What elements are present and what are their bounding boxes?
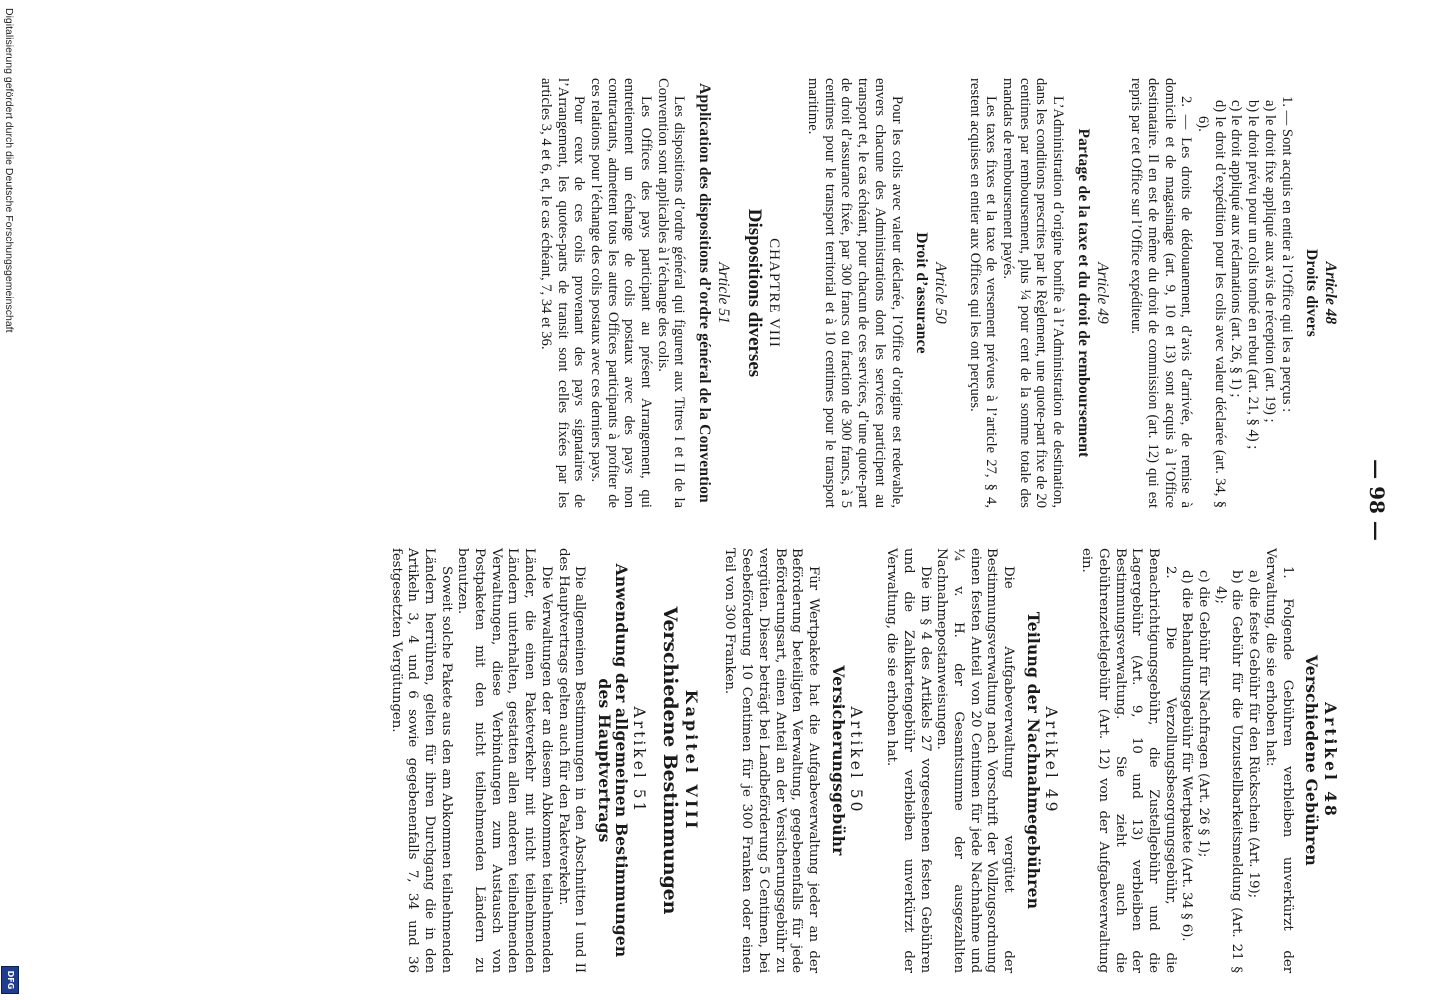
article-51-para2-de: Die Verwaltungen der an diesem Abkommen teilnehmenden Länder, die einen Paketverkehr mit nicht teilnehmenden Ländern unterhalten, gestatten allen anderen teilnehmenden Verwaltungen, diese Verbindungen zum Austausch von Postpaketen mit den nicht teilnehmenden Ländern zu benutzen. bbox=[455, 548, 554, 973]
page-number: — 98 — bbox=[1365, 459, 1389, 541]
article-48-item-d-fr: d) le droit d’expédition pour les colis avec valeur déclarée (art. 34, § 6). bbox=[1195, 100, 1228, 508]
article-48-title-fr: Article 48 bbox=[1322, 261, 1339, 325]
digitization-credit: Digitalisierung gefördert durch die Deutsche Forschungsgemeinschaft bbox=[3, 8, 15, 333]
article-49-heading-fr: Partage de la taxe et du droit de remboursement bbox=[1074, 128, 1092, 458]
digitization-footer bbox=[0, 0, 18, 1000]
article-48-item-b-fr: b) le droit prévu pour un colis tombé en rebut (art. 21, § 4) ; bbox=[1245, 100, 1262, 450]
article-51-para1-fr: Les dispositions d’ordre général qui figurent aux Titres I et II de la Convention sont applicables à l’échange des colis. bbox=[654, 78, 688, 508]
chapter-title-de: Kapitel VIII bbox=[681, 689, 701, 832]
article-51-title-fr: Article 51 bbox=[714, 262, 732, 324]
chapter-subtitle-de: Verschiedene Bestimmungen bbox=[659, 606, 682, 915]
chapter-title-fr: CHAPTRE VIII bbox=[766, 238, 783, 348]
chapter-subtitle-fr: Dispositions diverses bbox=[743, 208, 765, 378]
article-48-para2-de: 2. Die Verzollungsbesorgungsgebühr, die Benachrichtigungsgebühr, die Zustellgebühr und die Lagergebühr (Art. 9, 10 und 13) verbleiben der Bestimmungsverwaltung. Sie zieht auch die Gebührenzettelgebühr (Art. 12) von der Aufgabeverwaltung ein. bbox=[1079, 548, 1178, 973]
article-50-heading-de: Versicherungsgebühr bbox=[828, 665, 848, 856]
article-50-heading-fr: Droit d’assurance bbox=[913, 232, 931, 354]
dfg-logo-icon bbox=[1, 966, 19, 994]
article-49-para1-de: Die Aufgabeverwaltung vergütet der Bestimmungsverwaltung nach Vorschrift der Vollzugsordnung einen festen Anteil von 20 Centimen für jede Nachnahme und ¼ v. H. der Gesamtsumme der ausgezahlten Nachnahmepostanweisungen. bbox=[934, 548, 1017, 973]
article-51-title-de: Artikel 51 bbox=[630, 706, 649, 815]
article-48-title-de: Artikel 48 bbox=[1321, 702, 1340, 819]
article-50-para1-de: Für Wertpakete hat die Aufgabeverwaltung jeder an der Beförderung beteiligten Verwaltung, gegebenenfalls für jede Beförderungsart, einen Anteil an der Versicherungsgebühr zu vergüten. Dieser beträgt bei Landbeförderung 5 Centimen, bei Seebeförderung 10 Centimen für je 300 Franken oder einen Teil von 300 Franken. bbox=[722, 548, 822, 973]
article-51-para3-fr: Pour ceux de ces colis provenant des pays signataires de l’Arrangement, les quotes-parts de transit sont celles fixées par les articles 3, 4 et 6, et, le cas échéant, 7, 34 et 36. bbox=[537, 78, 588, 508]
article-48-item-b-de: b) die Gebühr für die Unzustellbarkeitsmeldung (Art. 21 § 4); bbox=[1212, 570, 1245, 973]
article-49-title-fr: Article 49 bbox=[1093, 262, 1111, 324]
article-48-para1-fr: 1. — Sont acquis en entier à l’Office qui les a perçus : bbox=[1278, 96, 1295, 413]
article-48-heading-fr: Droits divers bbox=[1303, 249, 1321, 337]
article-49-para2-de: Die im § 4 des Artikels 27 vorgesehenen festen Gebühren und die Zahlkartengebühr verbleiben unverkürzt der Verwaltung, die sie erhoben hat. bbox=[884, 548, 933, 973]
article-51-para3-de: Soweit solche Pakete aus den am Abkommen teilnehmenden Ländern herrühren, gelten für ihren Durchgang die in den Artikeln 3, 4 und 6 sowie gegebenenfalls 7, 34 und 36 festgesetzten Vergütungen. bbox=[388, 548, 454, 973]
article-49-heading-de: Teilung der Nachnahmegebühren bbox=[1023, 611, 1043, 910]
article-48-item-a-de: a) die feste Gebühr für den Rückschein (Art. 19); bbox=[1246, 570, 1262, 898]
article-48-heading-de: Verschiedene Gebühren bbox=[1302, 654, 1322, 866]
german-column bbox=[387, 548, 1344, 973]
article-49-para1-fr: L’Administration d’origine bonifie à l’Administration de destination, dans les conditions prescrites par le Règlement, une quote-part fixe de 20 centimes par remboursement, plus ¼ pour cent de la somme totale des mandats de remboursement payés. bbox=[1000, 78, 1067, 508]
article-51-heading-de: Anwendung der allgemeinen Bestimmungen des Hauptvertrags bbox=[594, 563, 631, 958]
dfg-logo-text: DFG bbox=[6, 970, 15, 990]
article-50-para1-fr: Pour les colis avec valeur déclarée, l’Office d’origine est redevable, envers chacune des Administrations dont les services participent au transport et, le cas échéant, pour chacun de ces services, d’une quote-part de droit d’assurance fixée, par 300 francs ou fraction de 300 francs, à 5 centimes pour le transport territorial et à 10 centimes pour le transport maritime. bbox=[805, 78, 905, 508]
article-48-item-c-fr: c) le droit appliqué aux réclamations (art. 26, § 1) ; bbox=[1228, 100, 1245, 398]
article-48-item-c-de: c) die Gebühr für Nachfragen (Art. 26 § 1); bbox=[1196, 570, 1212, 858]
article-49-para2-fr: Les taxes fixes et la taxe de versement prévues à l’article 27, § 4, restent acquises en entier aux Offices qui les ont perçues. bbox=[966, 78, 1000, 508]
article-48-item-d-de: d) die Behandlungsgebühr für Wertpakete (Art. 34 § 6). bbox=[1179, 570, 1195, 942]
article-48-item-a-fr: a) le droit fixe appliqué aux avis de réception (art. 19) ; bbox=[1261, 100, 1278, 423]
article-50-title-fr: Article 50 bbox=[931, 262, 949, 324]
article-50-title-de: Artikel 50 bbox=[847, 706, 866, 815]
article-51-para1-de: Die allgemeinen Bestimmungen in den Abschnitten I und II des Hauptvertrags gelten auch für den Paketverkehr. bbox=[555, 548, 588, 973]
french-column bbox=[537, 78, 1344, 508]
article-48-para2-fr: 2. — Les droits de dédouanement, d’avis d’arrivée, de remise à domicile et de magasinage (art. 9, 10 et 13) sont acquis à l’Office destinataire. Il en est de même du droit de commission (art. 12) qui est repris par cet Office sur l’Office expéditeur. bbox=[1128, 78, 1195, 508]
article-48-para1-de: 1. Folgende Gebühren verbleiben unverkürzt der Verwaltung, die sie erhoben hat: bbox=[1262, 548, 1295, 973]
article-49-title-de: Artikel 49 bbox=[1042, 706, 1061, 815]
article-51-heading-fr: Application des dispositions d’ordre général de la Convention bbox=[696, 83, 714, 503]
article-51-para2-fr: Les Offices des pays participant au présent Arrangement, qui entretiennent un échange de colis postaux avec des pays non contractants, admettent tous les autres Offices participants à profiter de ces relations pour l’échange des colis postaux avec ces derniers pays. bbox=[587, 78, 655, 508]
